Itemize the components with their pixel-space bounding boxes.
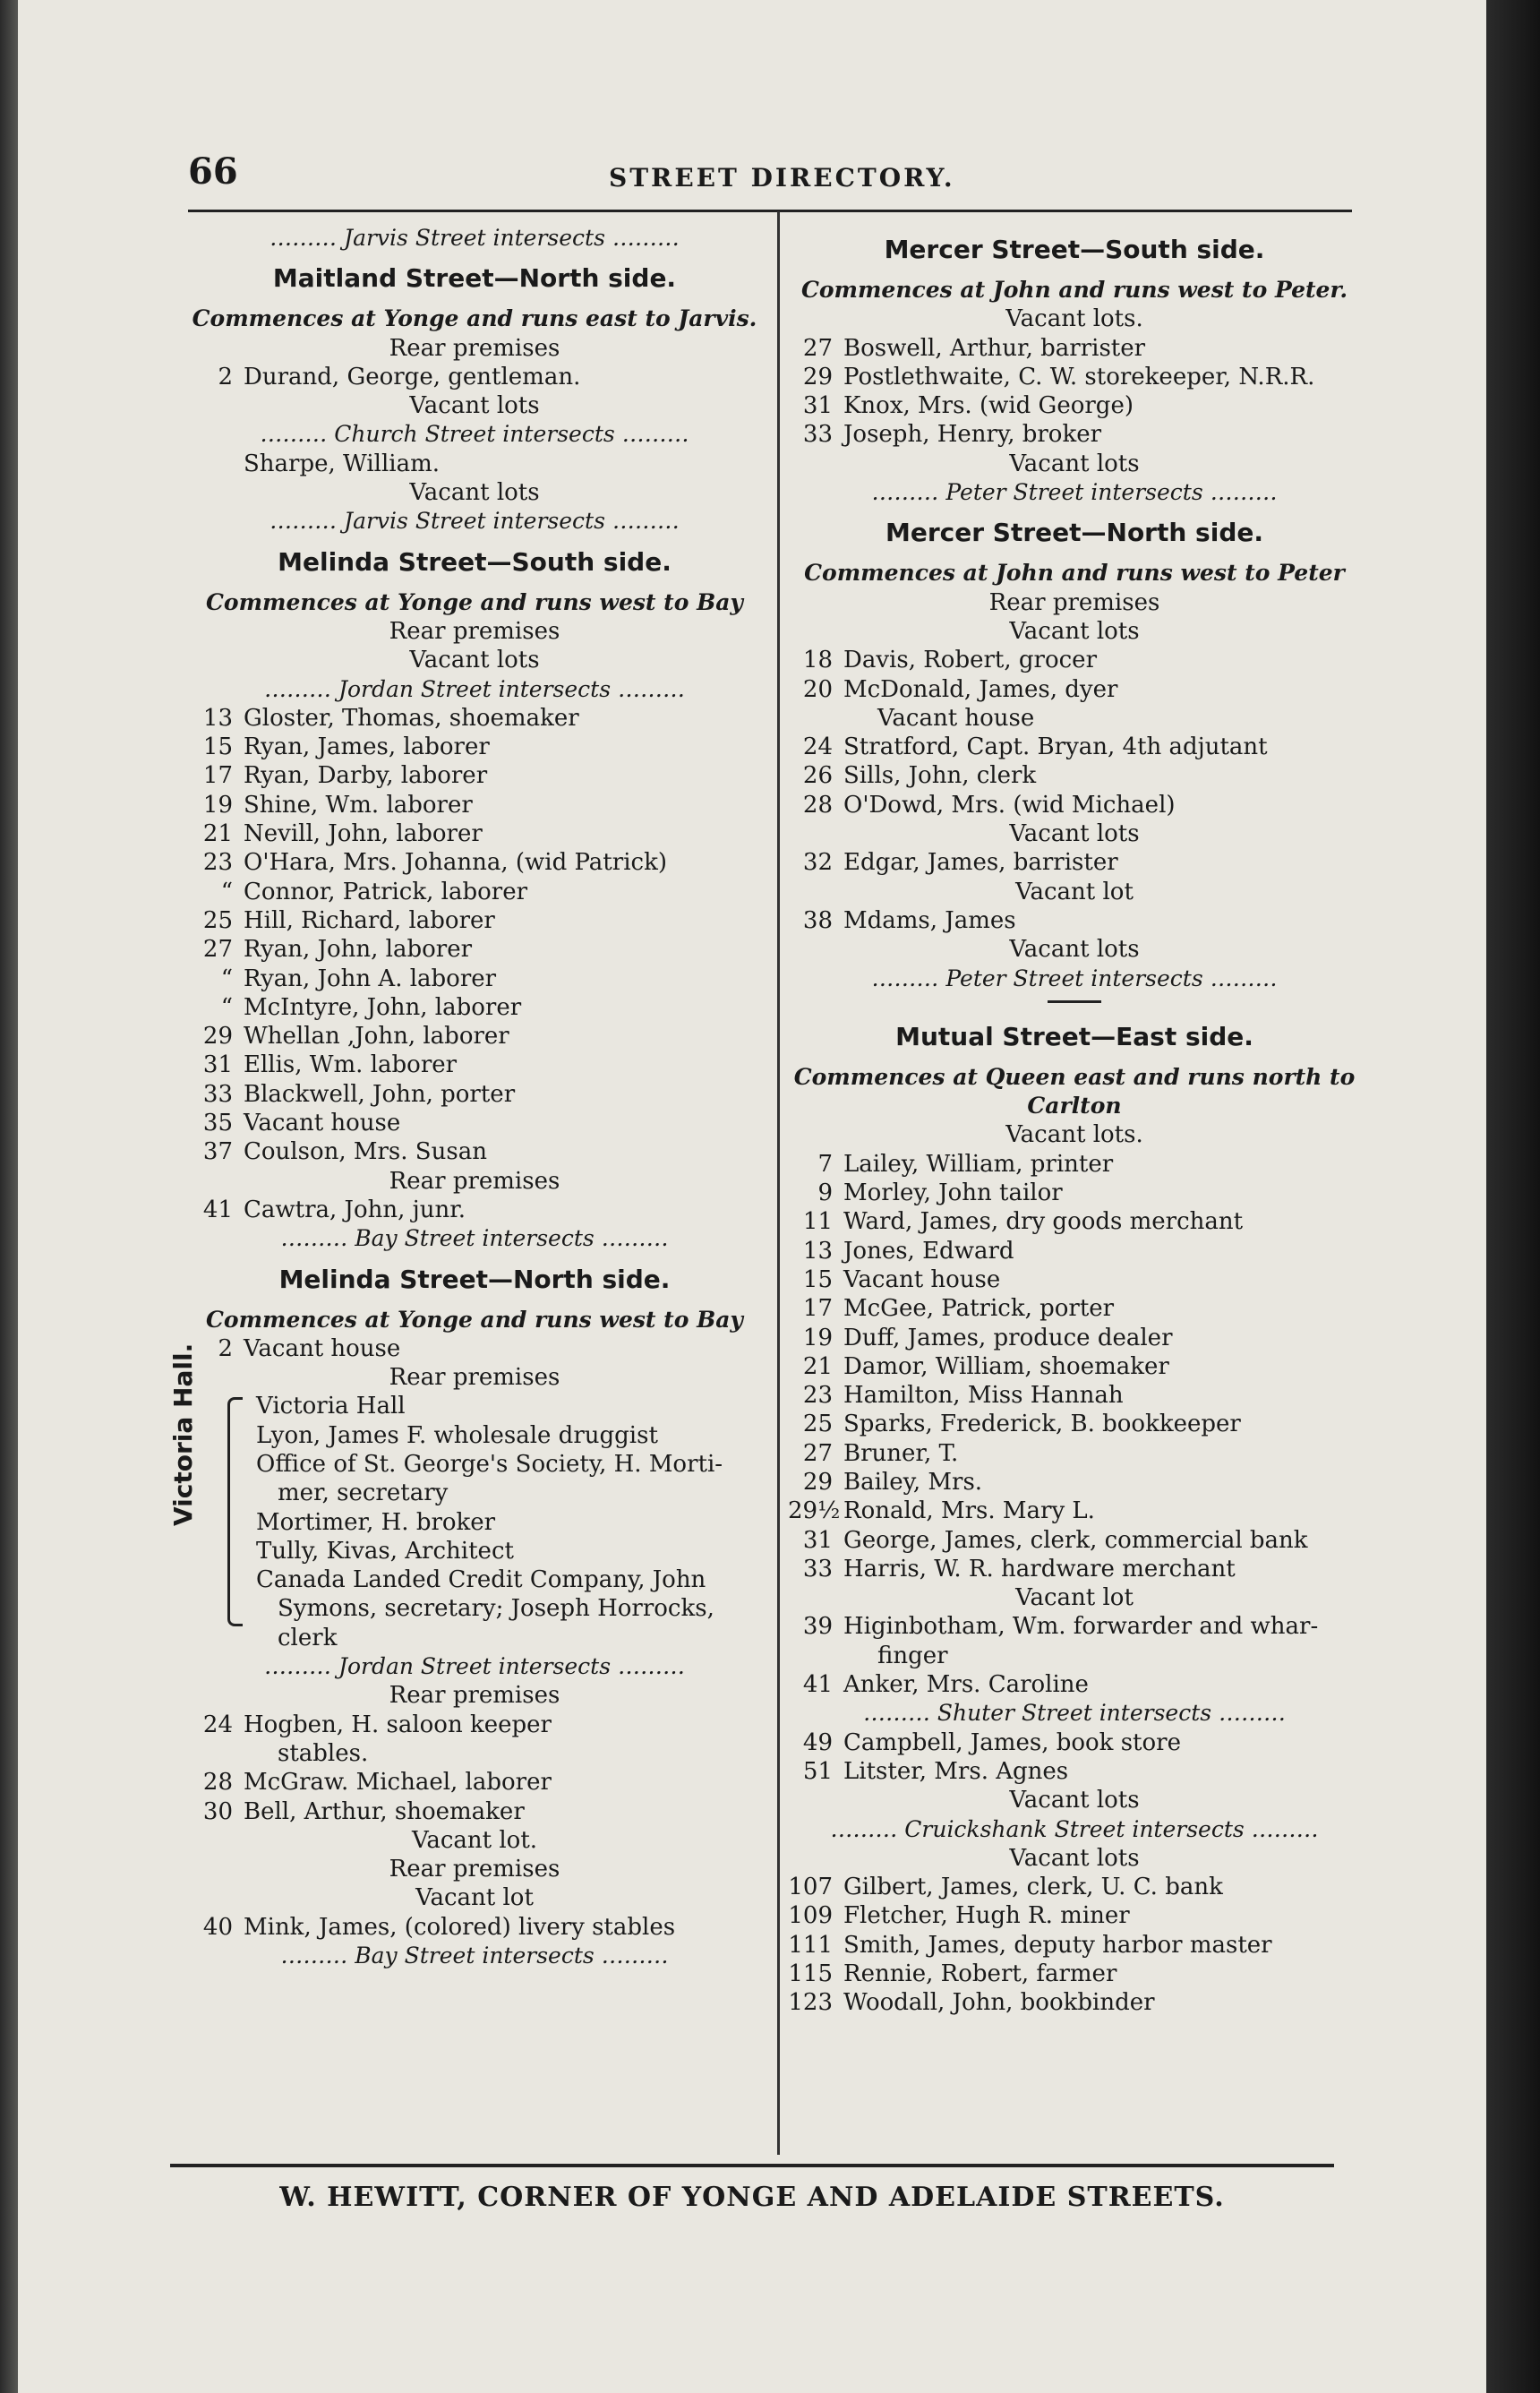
house-number: 41 bbox=[202, 1196, 233, 1223]
victoria-hall-continuation: Symons, secretary; Joseph Horrocks, bbox=[278, 1595, 714, 1623]
directory-entry bbox=[788, 1237, 1361, 1265]
centered-note: Rear premises bbox=[389, 334, 560, 362]
house-number: 15 bbox=[202, 733, 233, 761]
house-number: 123 bbox=[788, 1989, 833, 2017]
house-number: 23 bbox=[802, 1382, 833, 1410]
directory-entry bbox=[788, 1150, 1361, 1179]
victoria-hall-continuation: mer, secretary bbox=[278, 1480, 449, 1507]
house-number: 19 bbox=[802, 1324, 833, 1351]
resident-text: Mdams, James bbox=[843, 906, 1016, 934]
resident-text: Durand, George, gentleman. bbox=[244, 363, 581, 390]
footer-advert: W. HEWITT, CORNER OF YONGE AND ADELAIDE STREETS. bbox=[279, 2182, 1225, 2213]
resident-text: O'Hara, Mrs. Johanna, (wid Patrick) bbox=[244, 849, 667, 877]
house-number: 17 bbox=[202, 762, 233, 790]
house-number: 27 bbox=[202, 936, 233, 964]
resident-text: Ryan, Darby, laborer bbox=[244, 762, 488, 790]
house-number: 25 bbox=[202, 906, 233, 934]
resident-text: Litster, Mrs. Agnes bbox=[843, 1757, 1069, 1785]
victoria-hall-label: Victoria Hall. bbox=[168, 1343, 198, 1527]
house-number: 33 bbox=[802, 421, 833, 449]
next-page-edge bbox=[1486, 0, 1540, 2393]
resident-text: Harris, W. R. hardware merchant bbox=[843, 1555, 1236, 1582]
directory-entry bbox=[188, 1080, 761, 1109]
centered-note: Rear premises bbox=[389, 617, 560, 645]
directory-entry bbox=[188, 704, 761, 733]
running-title: STREET DIRECTORY. bbox=[609, 163, 955, 193]
resident-text: Ward, James, dry goods merchant bbox=[843, 1208, 1244, 1236]
street-heading: Melinda Street—North side. bbox=[278, 1264, 671, 1294]
resident-text: Vacant house bbox=[244, 1110, 401, 1137]
house-number: “ bbox=[220, 965, 233, 992]
intersection-line: ……… Peter Street intersects ……… bbox=[871, 479, 1278, 506]
resident-text: Vacant house bbox=[244, 1334, 401, 1362]
directory-entry bbox=[188, 906, 761, 935]
directory-entry bbox=[188, 1711, 761, 1739]
directory-entry bbox=[188, 1334, 761, 1363]
house-number: 13 bbox=[202, 704, 233, 732]
directory-entry bbox=[188, 1797, 761, 1826]
victoria-hall-entry: Victoria Hall bbox=[256, 1393, 406, 1420]
page-header bbox=[188, 150, 1352, 195]
directory-entry bbox=[188, 965, 761, 993]
house-number: “ bbox=[220, 878, 233, 905]
centered-note: Rear premises bbox=[389, 1167, 560, 1195]
resident-text: Gilbert, James, clerk, U. C. bank bbox=[843, 1874, 1223, 1901]
house-number: 38 bbox=[802, 906, 833, 934]
right-column bbox=[788, 224, 1361, 2018]
victoria-hall-continuation: clerk bbox=[278, 1624, 338, 1651]
short-rule bbox=[1048, 1000, 1101, 1003]
centered-note: Vacant lots bbox=[1009, 450, 1140, 477]
house-number: 7 bbox=[817, 1150, 833, 1178]
directory-entry bbox=[788, 848, 1361, 877]
directory-entry bbox=[788, 906, 1361, 935]
intersection-line: ……… Peter Street intersects ……… bbox=[871, 965, 1278, 991]
house-number: 9 bbox=[817, 1179, 833, 1207]
resident-text: Ryan, John, laborer bbox=[244, 936, 473, 964]
resident-text: Woodall, John, bookbinder bbox=[843, 1989, 1155, 2017]
intersection-line: ……… Bay Street intersects ……… bbox=[280, 1943, 669, 1969]
house-number: 31 bbox=[802, 392, 833, 420]
page-number: 66 bbox=[188, 150, 238, 193]
directory-entry bbox=[188, 1137, 761, 1166]
centered-note: Rear premises bbox=[389, 1682, 560, 1710]
resident-text: Sparks, Frederick, B. bookkeeper bbox=[843, 1411, 1241, 1438]
house-number: 15 bbox=[802, 1265, 833, 1293]
resident-text: Hogben, H. saloon keeper bbox=[244, 1711, 552, 1738]
resident-text: Cawtra, John, junr. bbox=[244, 1196, 466, 1223]
street-description: Commences at Yonge and runs west to Bay bbox=[206, 1306, 743, 1333]
resident-text: McGraw. Michael, laborer bbox=[244, 1769, 552, 1797]
house-number: 18 bbox=[802, 647, 833, 674]
directory-entry bbox=[788, 1555, 1361, 1583]
house-number: 13 bbox=[802, 1237, 833, 1265]
directory-entry bbox=[788, 1352, 1361, 1381]
centered-note: Vacant lots bbox=[1009, 1787, 1140, 1814]
house-number: 109 bbox=[788, 1902, 833, 1930]
resident-text: Blackwell, John, porter bbox=[244, 1080, 516, 1108]
directory-entry bbox=[788, 1670, 1361, 1699]
directory-entry bbox=[788, 391, 1361, 420]
house-number: 27 bbox=[802, 334, 833, 362]
directory-entry bbox=[788, 1901, 1361, 1930]
centered-note: Vacant lot. bbox=[411, 1826, 538, 1854]
centered-note: Vacant lots bbox=[1009, 1844, 1140, 1872]
centered-note: Vacant lots. bbox=[1005, 1121, 1143, 1149]
centered-note: Rear premises bbox=[988, 588, 1160, 616]
resident-text: Ryan, John A. laborer bbox=[244, 965, 497, 992]
house-number: 20 bbox=[802, 675, 833, 703]
directory-entry bbox=[788, 1381, 1361, 1410]
footer-rule bbox=[170, 2164, 1334, 2167]
house-number: “ bbox=[220, 993, 233, 1021]
street-heading: Maitland Street—North side. bbox=[272, 263, 677, 294]
directory-entry bbox=[788, 1179, 1361, 1207]
resident-text: McGee, Patrick, porter bbox=[843, 1295, 1115, 1323]
directory-entry bbox=[188, 791, 761, 819]
directory-entry bbox=[188, 1913, 761, 1942]
resident-text: Fletcher, Hugh R. miner bbox=[843, 1902, 1130, 1930]
resident-text: Ellis, Wm. laborer bbox=[244, 1051, 458, 1079]
intersection-line: ……… Church Street intersects ……… bbox=[260, 421, 689, 448]
house-number: 26 bbox=[802, 762, 833, 790]
directory-entry bbox=[188, 1196, 761, 1224]
left-column bbox=[168, 224, 761, 1970]
house-number: 37 bbox=[202, 1138, 233, 1166]
centered-note: Vacant lot bbox=[1015, 1584, 1134, 1612]
directory-entry bbox=[788, 1410, 1361, 1438]
directory-entry bbox=[788, 1207, 1361, 1236]
resident-text: McDonald, James, dyer bbox=[843, 675, 1118, 703]
house-number: 29 bbox=[802, 363, 833, 390]
house-number: 21 bbox=[202, 820, 233, 848]
resident-text: Mink, James, (colored) livery stables bbox=[244, 1913, 676, 1941]
resident-text: Nevill, John, laborer bbox=[244, 820, 483, 848]
house-number: 35 bbox=[202, 1110, 233, 1137]
directory-entry bbox=[188, 1022, 761, 1051]
directory-entry bbox=[188, 450, 761, 478]
resident-text: McIntyre, John, laborer bbox=[244, 993, 522, 1021]
street-description: Commences at Yonge and runs east to Jarvis. bbox=[192, 305, 757, 332]
resident-text: Anker, Mrs. Caroline bbox=[843, 1671, 1089, 1699]
house-number: 2 bbox=[218, 1334, 233, 1362]
directory-entry bbox=[188, 1768, 761, 1797]
directory-entry bbox=[788, 363, 1361, 391]
street-heading: Melinda Street—South side. bbox=[278, 546, 672, 577]
house-number: 19 bbox=[202, 791, 233, 819]
directory-entry bbox=[788, 1497, 1361, 1525]
house-number: 29 bbox=[202, 1023, 233, 1051]
street-heading: Mercer Street—South side. bbox=[884, 235, 1265, 264]
street-heading: Mutual Street—East side. bbox=[895, 1021, 1253, 1051]
centered-note: Vacant lots bbox=[409, 647, 540, 674]
street-description: Commences at Queen east and runs north to bbox=[793, 1063, 1356, 1090]
house-number: 51 bbox=[802, 1757, 833, 1785]
centered-note: Rear premises bbox=[389, 1856, 560, 1883]
directory-entry bbox=[788, 1324, 1361, 1352]
directory-entry bbox=[788, 791, 1361, 819]
resident-text: Rennie, Robert, farmer bbox=[843, 1960, 1117, 1988]
intersection-line: ……… Bay Street intersects ……… bbox=[280, 1225, 669, 1252]
house-number: 115 bbox=[788, 1960, 833, 1988]
resident-text: Bailey, Mrs. bbox=[843, 1468, 983, 1496]
directory-entry bbox=[188, 1051, 761, 1079]
resident-text: Campbell, James, book store bbox=[843, 1728, 1181, 1756]
resident-text: Sills, John, clerk bbox=[843, 762, 1037, 790]
directory-entry bbox=[788, 1931, 1361, 1960]
victoria-hall-entry: Office of St. George's Society, H. Morti- bbox=[256, 1450, 723, 1478]
house-number: 2 bbox=[218, 363, 233, 390]
resident-text: Knox, Mrs. (wid George) bbox=[843, 392, 1134, 420]
house-number: 27 bbox=[802, 1439, 833, 1467]
resident-text: Postlethwaite, C. W. storekeeper, N.R.R. bbox=[843, 363, 1315, 390]
directory-entry bbox=[788, 675, 1361, 704]
victoria-hall-entry: Tully, Kivas, Architect bbox=[256, 1537, 514, 1565]
directory-entry bbox=[788, 761, 1361, 790]
resident-text: George, James, clerk, commercial bank bbox=[843, 1526, 1308, 1554]
street-description: Commences at Yonge and runs west to Bay bbox=[206, 588, 743, 615]
directory-entry bbox=[788, 1439, 1361, 1468]
resident-text: Damor, William, shoemaker bbox=[843, 1352, 1169, 1380]
centered-note: Vacant lots bbox=[1009, 820, 1140, 848]
resident-text: Morley, John tailor bbox=[843, 1179, 1063, 1207]
house-number: 21 bbox=[802, 1352, 833, 1380]
centered-note: Vacant lots bbox=[1009, 936, 1140, 964]
directory-entry bbox=[788, 420, 1361, 449]
directory-entry bbox=[188, 733, 761, 761]
centered-note: Rear premises bbox=[389, 1364, 560, 1392]
street-description: Carlton bbox=[1027, 1093, 1122, 1119]
resident-text: O'Dowd, Mrs. (wid Michael) bbox=[843, 791, 1176, 819]
continuation-line: finger bbox=[877, 1642, 948, 1669]
continuation-line: Vacant house bbox=[877, 704, 1035, 732]
directory-entry bbox=[788, 1294, 1361, 1323]
house-number: 28 bbox=[802, 791, 833, 819]
house-number: 49 bbox=[802, 1728, 833, 1756]
directory-entry bbox=[788, 1988, 1361, 2017]
directory-entry bbox=[188, 993, 761, 1022]
resident-text: Ronald, Mrs. Mary L. bbox=[843, 1497, 1095, 1525]
house-number: 107 bbox=[788, 1874, 833, 1901]
resident-text: Connor, Patrick, laborer bbox=[244, 878, 528, 905]
directory-entry bbox=[788, 733, 1361, 761]
resident-text: Davis, Robert, grocer bbox=[843, 647, 1097, 674]
house-number: 30 bbox=[202, 1797, 233, 1825]
house-number: 40 bbox=[202, 1913, 233, 1941]
directory-entry bbox=[188, 363, 761, 391]
house-number: 31 bbox=[202, 1051, 233, 1079]
directory-entry bbox=[788, 1873, 1361, 1901]
directory-entry bbox=[788, 1757, 1361, 1786]
continuation-line: stables. bbox=[278, 1739, 369, 1767]
intersection-line: ……… Jordan Street intersects ……… bbox=[264, 675, 685, 702]
centered-note: Vacant lots bbox=[1009, 617, 1140, 645]
house-number: 41 bbox=[802, 1671, 833, 1699]
column-divider bbox=[777, 211, 780, 2155]
house-number: 32 bbox=[802, 849, 833, 877]
house-number: 24 bbox=[802, 733, 833, 761]
house-number: 29½ bbox=[788, 1497, 841, 1525]
intersection-line: ……… Jarvis Street intersects ……… bbox=[270, 225, 680, 251]
resident-text: Boswell, Arthur, barrister bbox=[843, 334, 1146, 362]
directory-entry bbox=[788, 1960, 1361, 1988]
directory-entry bbox=[188, 848, 761, 877]
centered-note: Vacant lot bbox=[415, 1884, 534, 1912]
house-number: 29 bbox=[802, 1468, 833, 1496]
resident-text: Vacant house bbox=[843, 1265, 1001, 1293]
resident-text: Joseph, Henry, broker bbox=[843, 421, 1102, 449]
victoria-hall-entry: Lyon, James F. wholesale druggist bbox=[256, 1421, 658, 1449]
directory-entry bbox=[788, 1612, 1361, 1641]
house-number: 28 bbox=[202, 1769, 233, 1797]
resident-text: Smith, James, deputy harbor master bbox=[843, 1931, 1272, 1959]
house-number: 33 bbox=[802, 1555, 833, 1582]
centered-note: Vacant lots bbox=[409, 392, 540, 420]
resident-text: Sharpe, William. bbox=[244, 450, 440, 477]
intersection-line: ……… Jordan Street intersects ……… bbox=[264, 1653, 685, 1680]
resident-text: Jones, Edward bbox=[843, 1237, 1014, 1265]
house-number: 111 bbox=[788, 1931, 833, 1959]
house-number: 23 bbox=[202, 849, 233, 877]
house-number: 17 bbox=[802, 1295, 833, 1323]
house-number: 25 bbox=[802, 1411, 833, 1438]
house-number: 11 bbox=[802, 1208, 833, 1236]
resident-text: Duff, James, produce dealer bbox=[843, 1324, 1173, 1351]
directory-entry bbox=[788, 334, 1361, 363]
directory-entry bbox=[188, 935, 761, 964]
directory-entry bbox=[188, 819, 761, 848]
street-description: Commences at John and runs west to Peter. bbox=[800, 277, 1348, 303]
resident-text: Ryan, James, laborer bbox=[244, 733, 490, 761]
directory-entry bbox=[188, 761, 761, 790]
resident-text: Bruner, T. bbox=[843, 1439, 959, 1467]
centered-note: Vacant lots. bbox=[1005, 305, 1143, 333]
victoria-hall-entry: Mortimer, H. broker bbox=[256, 1508, 496, 1536]
resident-text: Coulson, Mrs. Susan bbox=[244, 1138, 487, 1166]
street-heading: Mercer Street—North side. bbox=[885, 518, 1263, 548]
directory-entry bbox=[788, 1468, 1361, 1497]
resident-text: Whellan ,John, laborer bbox=[244, 1023, 509, 1051]
directory-entry bbox=[788, 646, 1361, 674]
resident-text: Bell, Arthur, shoemaker bbox=[244, 1797, 525, 1825]
intersection-line: ……… Shuter Street intersects ……… bbox=[862, 1700, 1287, 1727]
street-description: Commences at John and runs west to Peter bbox=[804, 560, 1345, 587]
resident-text: Gloster, Thomas, shoemaker bbox=[244, 704, 579, 732]
directory-entry bbox=[788, 1526, 1361, 1555]
directory-entry bbox=[788, 1265, 1361, 1294]
resident-text: Higinbotham, Wm. forwarder and whar- bbox=[843, 1613, 1319, 1641]
centered-note: Vacant lot bbox=[1015, 878, 1134, 905]
resident-text: Stratford, Capt. Bryan, 4th adjutant bbox=[843, 733, 1268, 761]
victoria-hall-entry: Canada Landed Credit Company, John bbox=[256, 1566, 706, 1594]
house-number: 39 bbox=[802, 1613, 833, 1641]
directory-entry bbox=[188, 1109, 761, 1137]
directory-entry bbox=[188, 878, 761, 906]
intersection-line: ……… Jarvis Street intersects ……… bbox=[270, 508, 680, 535]
resident-text: Lailey, William, printer bbox=[843, 1150, 1114, 1178]
intersection-line: ……… Cruickshank Street intersects ……… bbox=[830, 1815, 1319, 1842]
resident-text: Shine, Wm. laborer bbox=[244, 791, 473, 819]
house-number: 33 bbox=[202, 1080, 233, 1108]
centered-note: Vacant lots bbox=[409, 479, 540, 507]
house-number: 31 bbox=[802, 1526, 833, 1554]
resident-text: Hill, Richard, laborer bbox=[244, 906, 495, 934]
resident-text: Edgar, James, barrister bbox=[843, 849, 1118, 877]
header-rule bbox=[188, 210, 1352, 212]
directory-entry bbox=[788, 1728, 1361, 1757]
resident-text: Hamilton, Miss Hannah bbox=[843, 1382, 1124, 1410]
section-rule bbox=[788, 993, 1361, 1011]
house-number: 24 bbox=[202, 1711, 233, 1738]
